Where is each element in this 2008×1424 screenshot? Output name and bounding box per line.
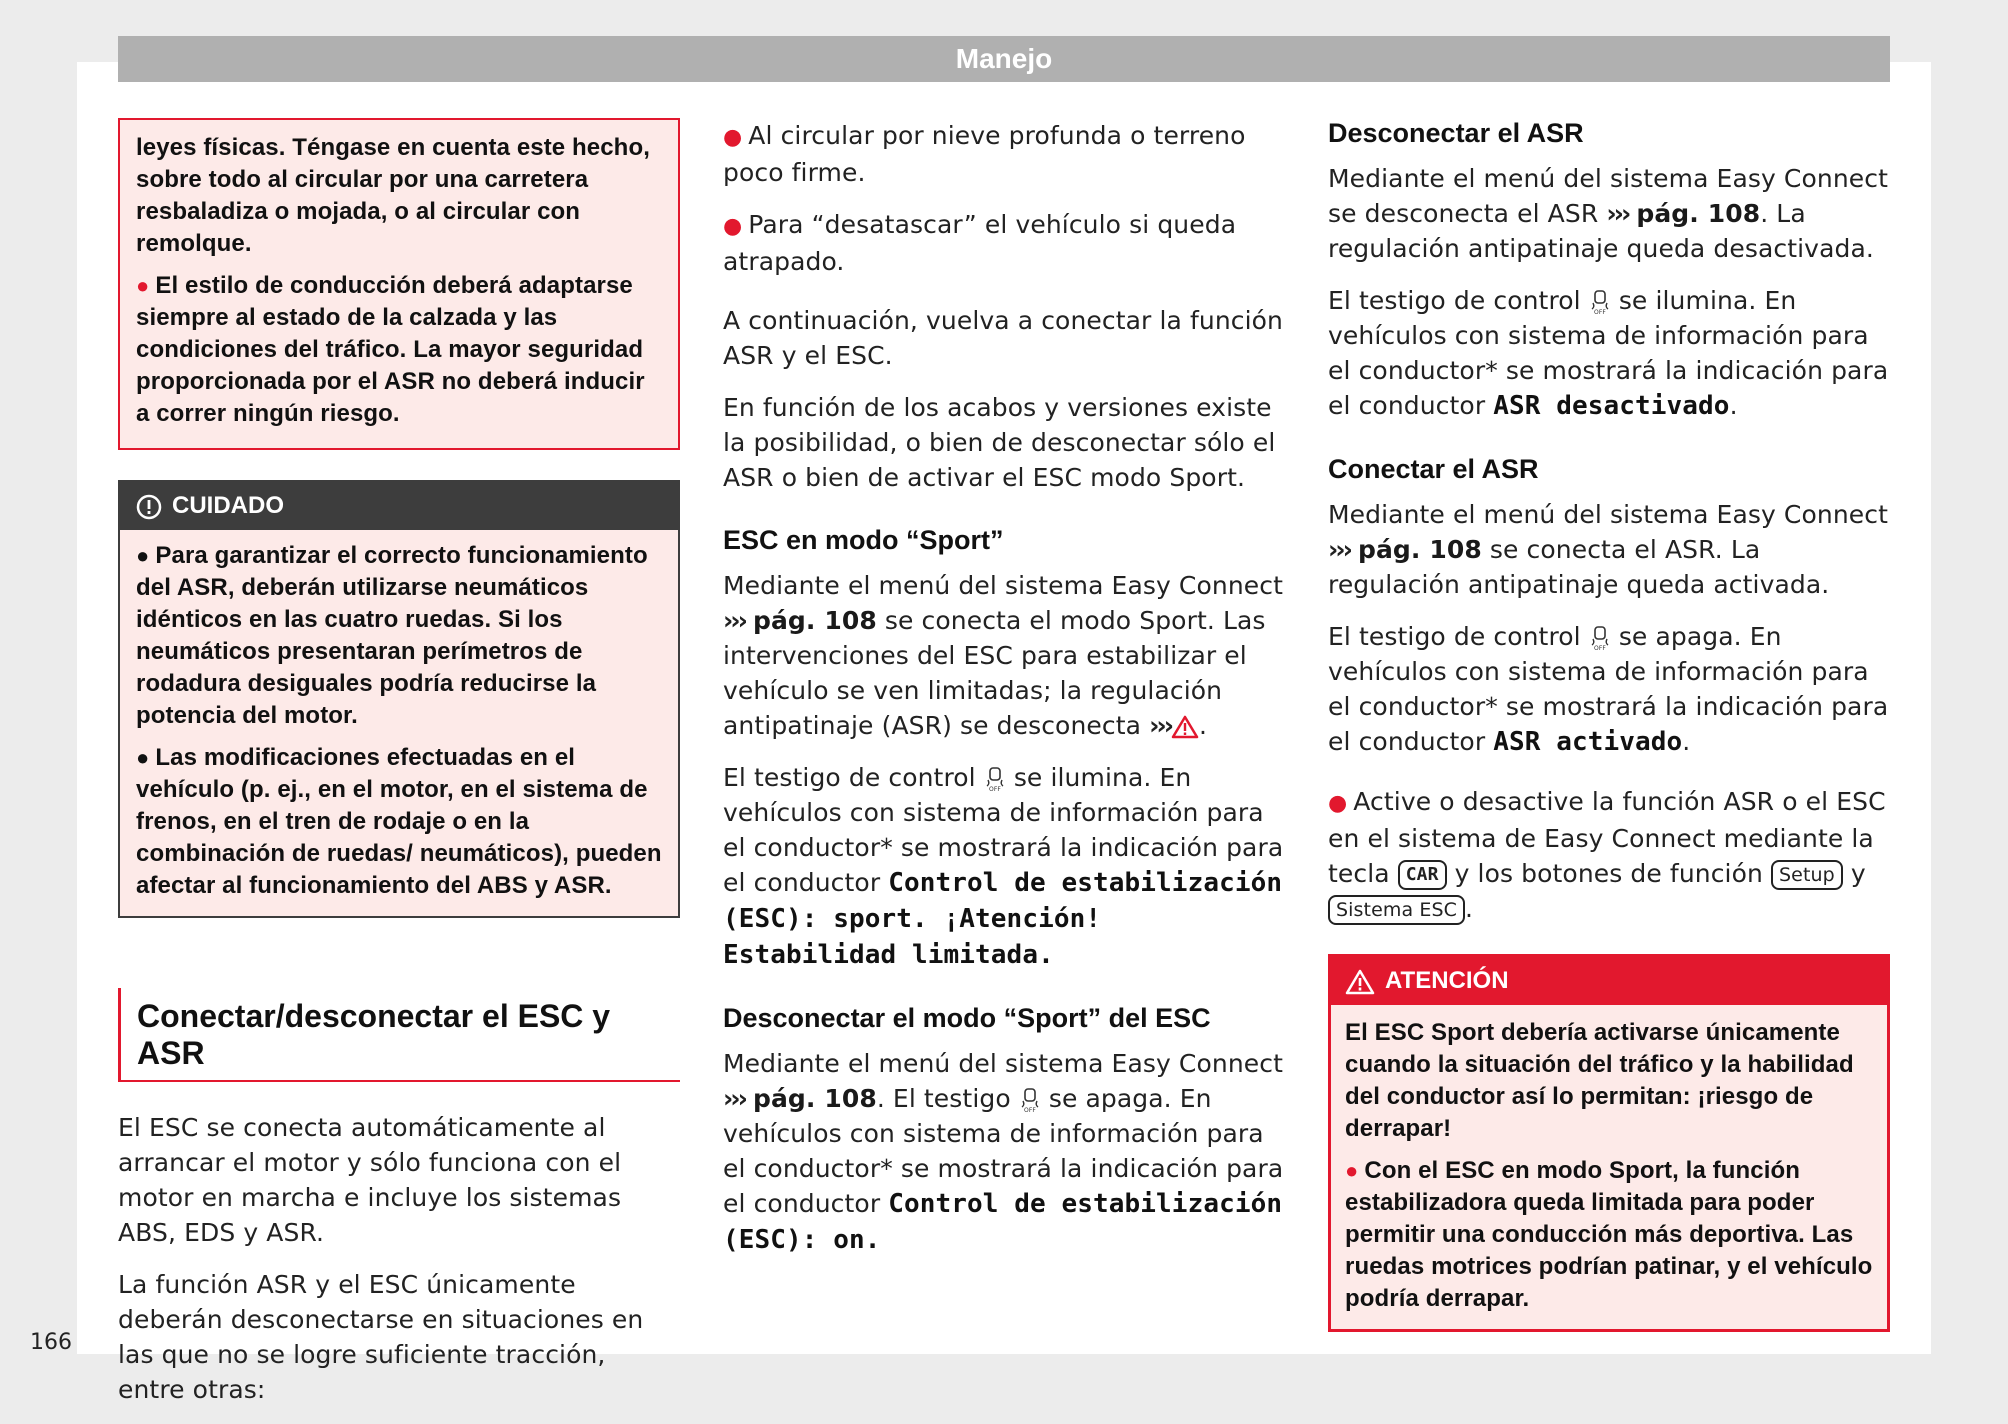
page-header: Manejo [118, 36, 1890, 82]
cross-ref-arrows: ››› [723, 1084, 745, 1113]
info-circle-icon [136, 494, 162, 520]
page-reference-link[interactable]: pág. 108 [1636, 199, 1761, 228]
caution-body [120, 530, 678, 916]
body-paragraph: El testigo de control OFF se ilumina. En vehículos con sistema de información para el conductor* se mostrará la indicación para el conductor Control de estabilización (ESC): sport. ¡Atención! Estabilidad limitada. [723, 763, 1284, 970]
esc-system-key-button[interactable]: Sistema ESC [1328, 895, 1465, 925]
body-paragraph: El ESC se conecta automáticamente al arrancar el motor y sólo funciona con el motor en marcha e incluye los sistemas ABS, EDS y ASR. [118, 1113, 622, 1247]
cross-ref-arrows: ››› [1606, 199, 1629, 228]
svg-text:OFF: OFF [1023, 1107, 1036, 1113]
body-paragraph: Mediante el menú del sistema Easy Connect ››› pág. 108 se conecta el modo Sport. Las intervenciones del ESC para estabilizar el vehículo se ven limitadas; la regulación antipatinaje (ASR) se desconecta ››› . [723, 571, 1283, 740]
body-paragraph: En función de los acabos y versiones existe la posibilidad, o bien de desconectar sólo el ASR o bien de activar el ESC modo Sport. [723, 393, 1276, 492]
subheading: Desconectar el modo “Sport” del ESC [723, 1003, 1211, 1033]
body-paragraph: El testigo de control OFF se ilumina. En vehículos con sistema de información para el conductor* se mostrará la indicación para el conductor ASR desactivado. [1328, 286, 1889, 421]
attention-box [1328, 954, 1890, 1332]
car-key-button[interactable]: CAR [1398, 860, 1447, 890]
caution-item: ● Para garantizar el correcto funcionamiento del ASR, deberán utilizarse neumáticos idénticos en las cuatro ruedas. Si los neumáticos presentaran perímetros de rodadura desiguales podría reducirse la potencia del motor. [136, 542, 648, 729]
column-left [118, 118, 680, 1424]
bullet-icon: ● [136, 273, 150, 298]
column-right [1328, 118, 1890, 1332]
subheading: Desconectar el ASR [1328, 118, 1584, 148]
warning-text: leyes físicas. Téngase en cuenta este hecho, sobre todo al circular por una carretera resbaladiza o mojada, o al circular con remolque. [136, 134, 650, 257]
attention-text: El ESC Sport debería activarse únicamente cuando la situación del tráfico y la habilidad del conductor así lo permitan: ¡riesgo de derrapar! [1345, 1019, 1854, 1142]
esc-off-lamp-icon [984, 766, 1006, 792]
svg-text:OFF: OFF [1593, 645, 1606, 651]
bullet-icon: ● [723, 214, 743, 239]
attention-header [1331, 957, 1887, 1005]
svg-text:OFF: OFF [988, 786, 1001, 792]
bullet-icon: ● [1345, 1158, 1359, 1183]
warning-continuation-box [118, 118, 680, 450]
list-item: ● Active o desactive la función ASR o el ESC en el sistema de Easy Connect mediante la tecla CAR y los botones de función Setup y Sistema ESC . [1328, 787, 1886, 923]
page-reference-link[interactable]: pág. 108 [752, 606, 877, 635]
svg-text:OFF: OFF [1593, 309, 1606, 315]
body-paragraph: La función ASR y el ESC únicamente deberán desconectarse en situaciones en las que no se logre suficiente tracción, entre otras: [118, 1270, 644, 1404]
body-paragraph: A continuación, vuelva a conectar la función ASR y el ESC. [723, 306, 1284, 370]
caution-box [118, 480, 680, 918]
body-paragraph: Mediante el menú del sistema Easy Connect se desconecta el ASR ››› pág. 108. La regulación antipatinaje queda desactivada. [1328, 164, 1888, 263]
setup-key-button[interactable]: Setup [1771, 860, 1843, 890]
cross-ref-arrows: ››› [723, 606, 745, 635]
subheading: ESC en modo “Sport” [723, 525, 1004, 555]
esc-off-lamp-icon [1589, 289, 1611, 315]
display-message: ASR desactivado [1493, 391, 1730, 421]
list-item: ● Para “desatascar” el vehículo si queda atrapado. [723, 210, 1237, 276]
body-paragraph: El testigo de control OFF se apaga. En vehículos con sistema de información para el conductor* se mostrará la indicación para el conductor ASR activado. [1328, 622, 1889, 757]
page-number: 166 [30, 1330, 72, 1355]
section-title: Conectar/desconectar el ESC y ASR [118, 988, 680, 1082]
cross-ref-arrows: ››› [1149, 711, 1172, 740]
bullet-icon: ● [1328, 791, 1348, 816]
list-item: ● Al circular por nieve profunda o terreno poco firme. [723, 121, 1246, 187]
caution-header [120, 482, 678, 530]
bullet-icon: ● [136, 543, 150, 568]
column-middle [723, 118, 1285, 1275]
warning-bullet: ● El estilo de conducción deberá adaptarse siempre al estado de la calzada y las condiciones del tráfico. La mayor seguridad proporcionada por el ASR no deberá inducir a correr ningún riesgo. [136, 272, 645, 427]
page-reference-link[interactable]: pág. 108 [752, 1084, 877, 1113]
warning-triangle-icon [1345, 969, 1375, 995]
caution-title: CUIDADO [172, 492, 284, 519]
esc-off-lamp-icon [1589, 625, 1611, 651]
display-message: ASR activado [1493, 727, 1683, 757]
body-paragraph: Mediante el menú del sistema Easy Connect ››› pág. 108 se conecta el ASR. La regulación antipatinaje queda activada. [1328, 500, 1888, 599]
bullet-icon: ● [723, 125, 743, 150]
caution-item: ● Las modificaciones efectuadas en el vehículo (p. ej., en el motor, en el sistema de frenos, en el tren de rodaje o en la combinación de ruedas/ neumáticos), pueden afectar al funcionamiento del ABS y ASR. [136, 744, 662, 899]
body-paragraph: Mediante el menú del sistema Easy Connect ››› pág. 108. El testigo OFF se apaga. En vehículos con sistema de información para el conductor* se mostrará la indicación para el conductor Control de estabilización (ESC): on. [723, 1049, 1284, 1255]
cross-ref-arrows: ››› [1328, 535, 1350, 564]
display-message: Control de estabilización (ESC): on. [723, 1189, 1283, 1255]
subheading: Conectar el ASR [1328, 454, 1539, 484]
attention-body [1331, 1005, 1887, 1329]
attention-title: ATENCIÓN [1385, 967, 1509, 994]
bullet-icon: ● [136, 745, 150, 770]
page-reference-link[interactable]: pág. 108 [1357, 535, 1482, 564]
esc-off-lamp-icon [1019, 1087, 1041, 1113]
display-message: Control de estabilización (ESC): sport. ¡Atención! Estabilidad limitada. [723, 868, 1283, 970]
warning-triangle-icon[interactable] [1171, 715, 1199, 739]
attention-bullet: ● Con el ESC en modo Sport, la función estabilizadora queda limitada para poder permitir una conducción más deportiva. Las ruedas motrices podrían patinar, y el vehículo podría derrapar. [1345, 1157, 1873, 1312]
